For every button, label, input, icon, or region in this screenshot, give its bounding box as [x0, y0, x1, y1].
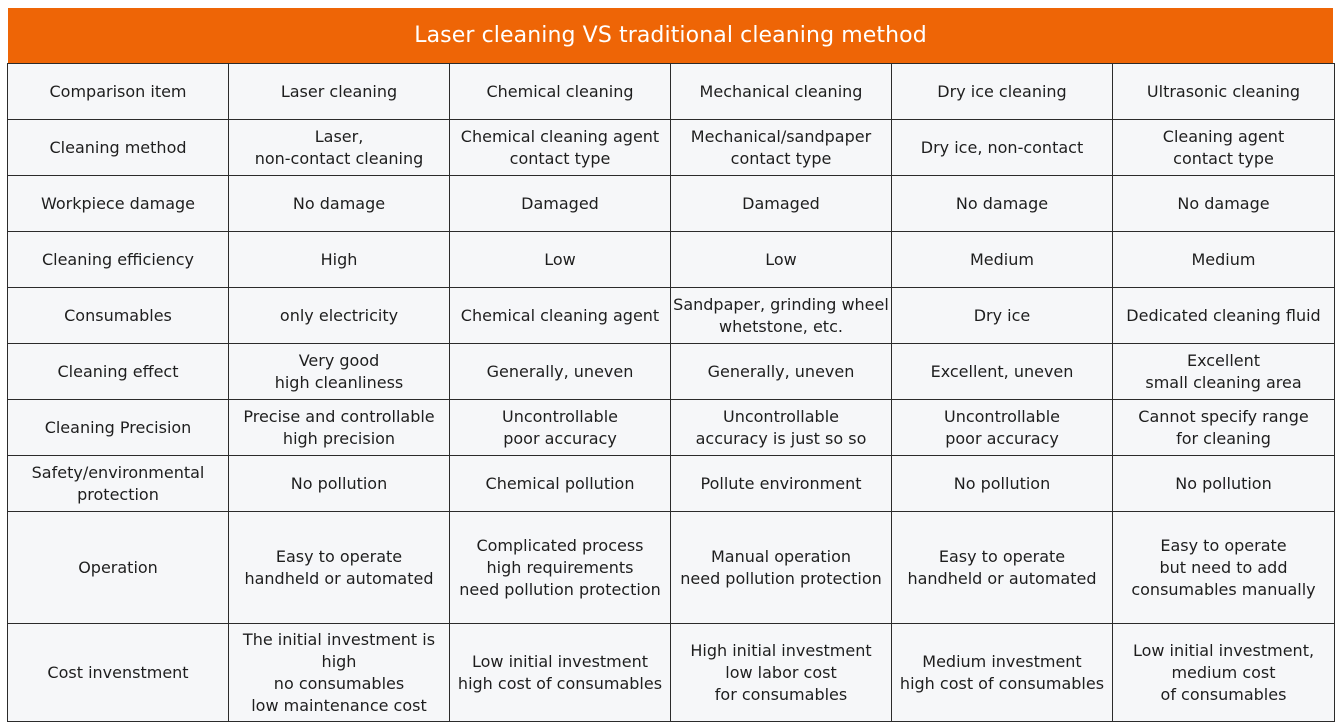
table-cell: Very good high cleanliness: [229, 344, 450, 400]
table-cell: Uncontrollable accuracy is just so so: [671, 400, 892, 456]
table-cell: only electricity: [229, 288, 450, 344]
row-label-cleaning-precision: Cleaning Precision: [8, 400, 229, 456]
table-cell: Manual operation need pollution protection: [671, 512, 892, 624]
table-cell: Excellent small cleaning area: [1113, 344, 1335, 400]
table-cell: Uncontrollable poor accuracy: [450, 400, 671, 456]
table-cell: Dry ice, non-contact: [892, 120, 1113, 176]
table-title: Laser cleaning VS traditional cleaning method: [8, 8, 1333, 63]
table-cell: No damage: [229, 176, 450, 232]
header-cell-laser-cleaning: Laser cleaning: [229, 64, 450, 120]
table-cell: Cleaning agent contact type: [1113, 120, 1335, 176]
table-cell: No damage: [892, 176, 1113, 232]
table-cell: High: [229, 232, 450, 288]
table-cell: Easy to operate handheld or automated: [892, 512, 1113, 624]
table-cell: Dry ice: [892, 288, 1113, 344]
header-cell-mechanical-cleaning: Mechanical cleaning: [671, 64, 892, 120]
table-cell: Low: [671, 232, 892, 288]
table-cell: No pollution: [229, 456, 450, 512]
table-cell: Chemical cleaning agent contact type: [450, 120, 671, 176]
header-cell-chemical-cleaning: Chemical cleaning: [450, 64, 671, 120]
header-cell-comparison-item: Comparison item: [8, 64, 229, 120]
table-row: [8, 624, 1335, 722]
header-cell-ultrasonic-cleaning: Ultrasonic cleaning: [1113, 64, 1335, 120]
row-label-consumables: Consumables: [8, 288, 229, 344]
table-cell: No pollution: [1113, 456, 1335, 512]
table-cell: Damaged: [450, 176, 671, 232]
table-cell: Chemical cleaning agent: [450, 288, 671, 344]
table-cell: Low initial investment, medium cost of consumables: [1113, 624, 1335, 722]
table-cell: Easy to operate but need to add consumables manually: [1113, 512, 1335, 624]
table-row: [8, 232, 1335, 288]
table-cell: Uncontrollable poor accuracy: [892, 400, 1113, 456]
row-label-cost-investment: Cost invenstment: [8, 624, 229, 722]
table-row: [8, 176, 1335, 232]
table-cell: Damaged: [671, 176, 892, 232]
table-cell: Medium: [1113, 232, 1335, 288]
table-cell: Cannot specify range for cleaning: [1113, 400, 1335, 456]
table-cell: Laser, non-contact cleaning: [229, 120, 450, 176]
table-cell: Generally, uneven: [450, 344, 671, 400]
table-cell: No damage: [1113, 176, 1335, 232]
table-cell: Low: [450, 232, 671, 288]
table-cell: Medium investment high cost of consumables: [892, 624, 1113, 722]
header-row: [8, 64, 1335, 120]
table-cell: The initial investment is high no consumables low maintenance cost: [229, 624, 450, 722]
comparison-table: [7, 63, 1335, 722]
table-row: [8, 456, 1335, 512]
table-cell: Easy to operate handheld or automated: [229, 512, 450, 624]
row-label-workpiece-damage: Workpiece damage: [8, 176, 229, 232]
table-row: [8, 400, 1335, 456]
table-cell: Pollute environment: [671, 456, 892, 512]
table-cell: Chemical pollution: [450, 456, 671, 512]
row-label-cleaning-method: Cleaning method: [8, 120, 229, 176]
row-label-cleaning-efficiency: Cleaning efficiency: [8, 232, 229, 288]
row-label-operation: Operation: [8, 512, 229, 624]
table-row: [8, 120, 1335, 176]
table-row: [8, 344, 1335, 400]
table-cell: Excellent, uneven: [892, 344, 1113, 400]
table-cell: Sandpaper, grinding wheel whetstone, etc.: [671, 288, 892, 344]
table-cell: Dedicated cleaning fluid: [1113, 288, 1335, 344]
table-cell: High initial investment low labor cost for consumables: [671, 624, 892, 722]
table-cell: Generally, uneven: [671, 344, 892, 400]
table-row: [8, 288, 1335, 344]
table-cell: Mechanical/sandpaper contact type: [671, 120, 892, 176]
table-cell: Precise and controllable high precision: [229, 400, 450, 456]
table-cell: No pollution: [892, 456, 1113, 512]
header-cell-dry-ice-cleaning: Dry ice cleaning: [892, 64, 1113, 120]
table-row: [8, 512, 1335, 624]
table-cell: Low initial investment high cost of consumables: [450, 624, 671, 722]
row-label-cleaning-effect: Cleaning effect: [8, 344, 229, 400]
row-label-safety-environmental-protection: Safety/environmental protection: [8, 456, 229, 512]
table-cell: Complicated process high requirements need pollution protection: [450, 512, 671, 624]
table-cell: Medium: [892, 232, 1113, 288]
